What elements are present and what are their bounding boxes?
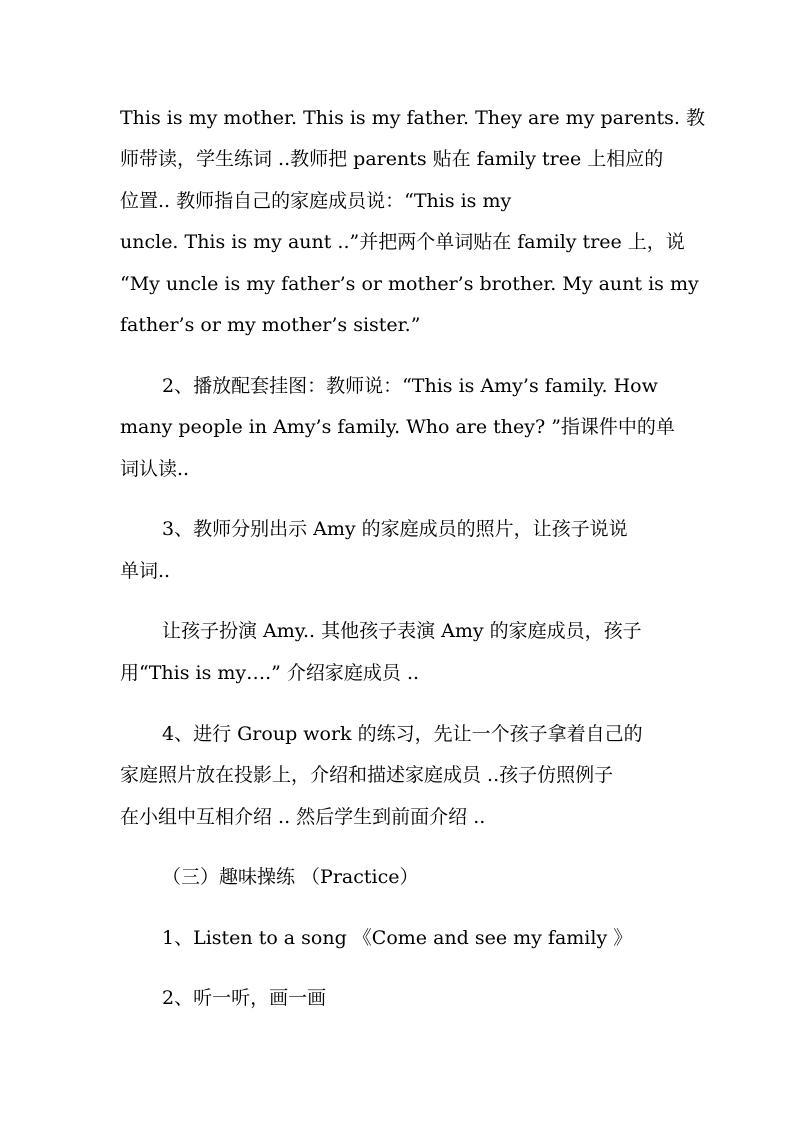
text-line: 3、教师分别出示 Amy 的家庭成员的照片，让孩子说说 [162, 518, 628, 540]
text-line: 在小组中互相介绍 .. 然后学生到前面介绍 .. [120, 806, 486, 828]
section-heading: （三）趣味操练 （Practice） [162, 866, 419, 888]
text-line: 师带读，学生练词 ..教师把 parents 贴在 family tree 上相应的 [120, 148, 664, 170]
text-line: 位置.. 教师指自己的家庭成员说：“This is my [120, 190, 512, 212]
text-line: many people in Amy’s family. Who are they? ”指课件中的单 [120, 416, 675, 438]
text-line: 2、听一听，画一画 [162, 987, 327, 1009]
text-line: 用“This is my….” 介绍家庭成员 .. [120, 662, 420, 684]
text-line: 1、Listen to a song 《Come and see my family 》 [162, 927, 633, 949]
text-line: 词认读.. [120, 458, 190, 480]
text-line: uncle. This is my aunt ..”并把两个单词贴在 family tree 上，说 [120, 231, 685, 253]
text-line: This is my mother. This is my father. They are my parents. 教 [120, 107, 705, 129]
text-line: 2、播放配套挂图：教师说：“This is Amy’s family. How [162, 375, 658, 397]
text-line: 家庭照片放在投影上，介绍和描述家庭成员 ..孩子仿照例子 [120, 764, 614, 786]
text-line: 单词.. [120, 560, 171, 582]
text-line: 4、进行 Group work 的练习，先让一个孩子拿着自己的 [162, 723, 643, 745]
text-line: father’s or my mother’s sister.” [120, 314, 421, 336]
text-line: 让孩子扮演 Amy.. 其他孩子表演 Amy 的家庭成员，孩子 [162, 620, 642, 642]
text-line: “My uncle is my father’s or mother’s brother. My aunt is my [120, 273, 699, 295]
